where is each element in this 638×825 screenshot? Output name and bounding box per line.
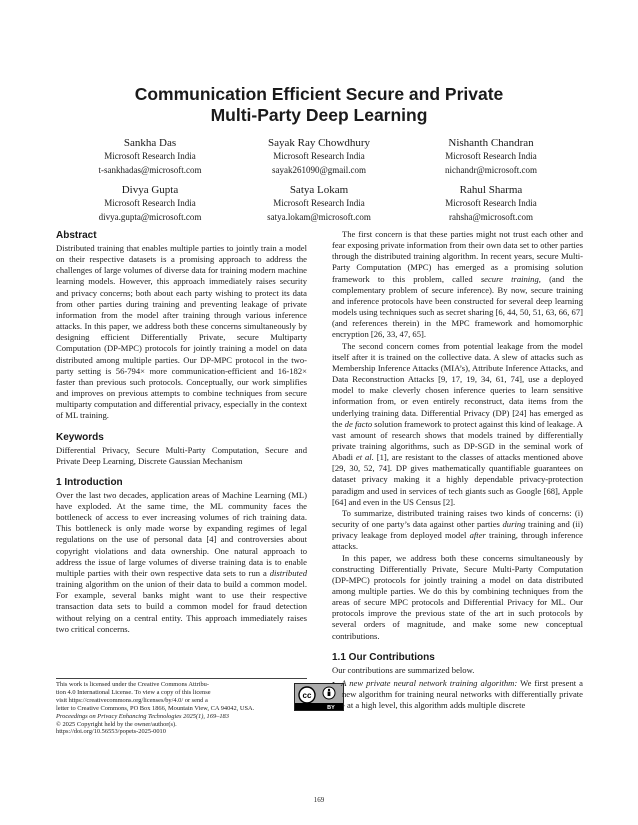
author-name: Rahul Sharma	[459, 184, 523, 196]
right-column	[332, 229, 583, 711]
author-block	[219, 137, 419, 177]
footnote-line: Proceedings on Privacy Enhancing Technologies 2025(1), 169–183	[56, 712, 229, 720]
contributions-heading: 1.1 Our Contributions	[332, 651, 435, 663]
author-name: Divya Gupta	[121, 184, 179, 196]
author-name: Satya Lokam	[289, 184, 349, 196]
license-footnote	[56, 678, 335, 736]
keywords-text: Differential Privacy, Secure Multi-Party Computation, Secure and Private Deep Learning, Discrete Gaussian Mechanism	[56, 444, 307, 466]
author-block	[391, 137, 591, 177]
author-block	[219, 184, 419, 224]
author-affiliation: Microsoft Research India	[104, 151, 196, 162]
paper-title	[0, 84, 638, 126]
left-column	[56, 229, 307, 635]
author-block	[391, 184, 591, 224]
abstract-text: Distributed training that enables multiple parties to jointly train a model on their respective datasets is a promising approach to address the challenges of large volumes of diverse data for training modern machine learning models. However, this approach immediately raises security and privacy concerns; both about each party wishing to protect its data from other parties during training and preventing leakage of private information from the model after training through various inference attacks. In this paper, we address both these concerns simultaneously by designing efficient Differentially Private, secure Multiparty Computation (DP-MPC) protocols for jointly training a model on data distributed among multiple parties. Our DP-MPC protocol in the two-party setting is 56-794× more communication-efficient and 16-182× faster than previous such protocols. Conceptually, our work simplifies and improves on previous attempts to combine techniques from secure multiparty computation and differential privacy, especially in the context of ML training.	[56, 243, 307, 421]
author-email: divya.gupta@microsoft.com	[98, 211, 202, 222]
svg-text:cc: cc	[302, 691, 312, 700]
bullet-icon: •	[332, 677, 342, 688]
author-name: Nishanth Chandran	[448, 137, 534, 149]
author-name: Sayak Ray Chowdhury	[267, 137, 371, 149]
footnote-line: visit https://creativecommons.org/licenses/by/4.0/ or send a	[56, 696, 208, 704]
title-line-1: Communication Efficient Secure and Private	[134, 84, 504, 104]
author-affiliation: Microsoft Research India	[104, 198, 196, 209]
body-paragraph: The second concern comes from potential leakage from the model itself after it is trained on the collective data. A slew of attacks such as Membership Inference Attacks (MIA’s), Attribute Inference Attacks, and Data Reconstruction Attacks [9, 17, 19, 34, 61, 74], use a deployed model to make cleverly chosen inference queries to learn sensitive information from, or even entirely reconstruct, data items from the underlying training data. Differential Privacy (DP) [24] has emerged as the de facto solution framework to protect against this kind of leakage. A vast amount of research shows that models trained by differentially private training algorithms, such as DP-SGD in the seminal work of Abadi et al. [1], are resistant to the classes of attacks mentioned above [29, 30, 52, 74]. DP gives mathematically quantifiable guarantees on dataset privacy making it a highly dependable privacy-protection paradigm and used in services of tech giants such as Google [68], Apple [64] and even in the US Census [2].	[332, 340, 583, 507]
author-affiliation: Microsoft Research India	[445, 151, 537, 162]
author-affiliation: Microsoft Research India	[445, 198, 537, 209]
author-email: satya.lokam@microsoft.com	[267, 211, 371, 222]
title-line-2: Multi-Party Deep Learning	[210, 105, 428, 125]
contribution-bullet: • A new private neural network training algorithm: We first present a new algorithm for training neural networks with differentially private - at a high level, this algorithm adds multiple discrete	[332, 677, 583, 711]
footnote-line: https://doi.org/10.56553/popets-2025-0010	[56, 728, 166, 736]
svg-text:BY: BY	[327, 705, 335, 710]
author-email: t-sankhadas@microsoft.com	[98, 164, 202, 175]
author-name: Sankha Das	[123, 137, 177, 149]
footnote-line: tion 4.0 International License. To view a copy of this license	[56, 688, 211, 696]
author-affiliation: Microsoft Research India	[273, 198, 365, 209]
abstract-heading: Abstract	[56, 230, 97, 241]
author-email: sayak261090@gmail.com	[271, 164, 367, 175]
body-paragraph: In this paper, we address both these concerns simultaneously by constructing Differentially Private, Secure Multi-Party Computation (DP-MPC) protocols for jointly training a model on data distributed among multiple parties. We do this by combining techniques from the areas of secure MPC protocols and Differential Privacy for ML. Our protocols improve the previous state of the art in such protocols by several orders of magnitude, and make some new conceptual contributions.	[332, 552, 583, 641]
footnote-line: This work is licensed under the Creative Commons Attribu-	[56, 681, 209, 688]
author-affiliation: Microsoft Research India	[273, 151, 365, 162]
body-paragraph: To summarize, distributed training raises two kinds of concerns: (i) security of one party’s data against other parties during training and (ii) privacy leakage from deployed model after training, through inference attacks.	[332, 507, 583, 552]
footnote-line: © 2025 Copyright held by the owner/author(s).	[56, 720, 177, 728]
keywords-heading: Keywords	[56, 431, 104, 443]
body-paragraph: The first concern is that these parties might not trust each other and fear exposing private information from their own data set to other parties through the distributed training algorithm. In recent years, secure Multi-Party Computation (MPC) has emerged as a promising solution framework to this problem, called secure training, (and the complementary problem of secure inference). By now, secure training and inference protocols have been constructed for several deep learning models using techniques such as secret sharing [6, 44, 50, 51, 63, 66, 67] (and references therein) in the MPC framework and homomorphic encryption [26, 33, 47, 65].	[332, 229, 583, 340]
author-email: rahsha@microsoft.com	[448, 211, 533, 222]
author-email: nichandr@microsoft.com	[444, 164, 537, 175]
page-number: 169	[313, 796, 325, 804]
contributions-intro: Our contributions are summarized below.	[332, 664, 475, 675]
introduction-heading: 1 Introduction	[56, 476, 123, 488]
footnote-line: letter to Creative Commons, PO Box 1866, Mountain View, CA 94042, USA.	[56, 704, 255, 712]
introduction-paragraph: Over the last two decades, application areas of Machine Learning (ML) have exploded. At the same time, the ML community faces the bottleneck of access to ever increasing volumes of rich training data. This bottleneck is only made worse by expanding regimes of legal regulations on the use of personal data [4] and controversies about copyright violations and data ownership. One natural approach to address the issue of large volumes of diverse training data is to enable multiple parties with their own respective data sets to run a distributed training algorithm on the union of their data to build a common model. For example, several banks might want to use their respective transaction data sets to build a common model for fraud detection without relying on a central entity. This approach immediately raises two critical concerns.	[56, 489, 307, 634]
